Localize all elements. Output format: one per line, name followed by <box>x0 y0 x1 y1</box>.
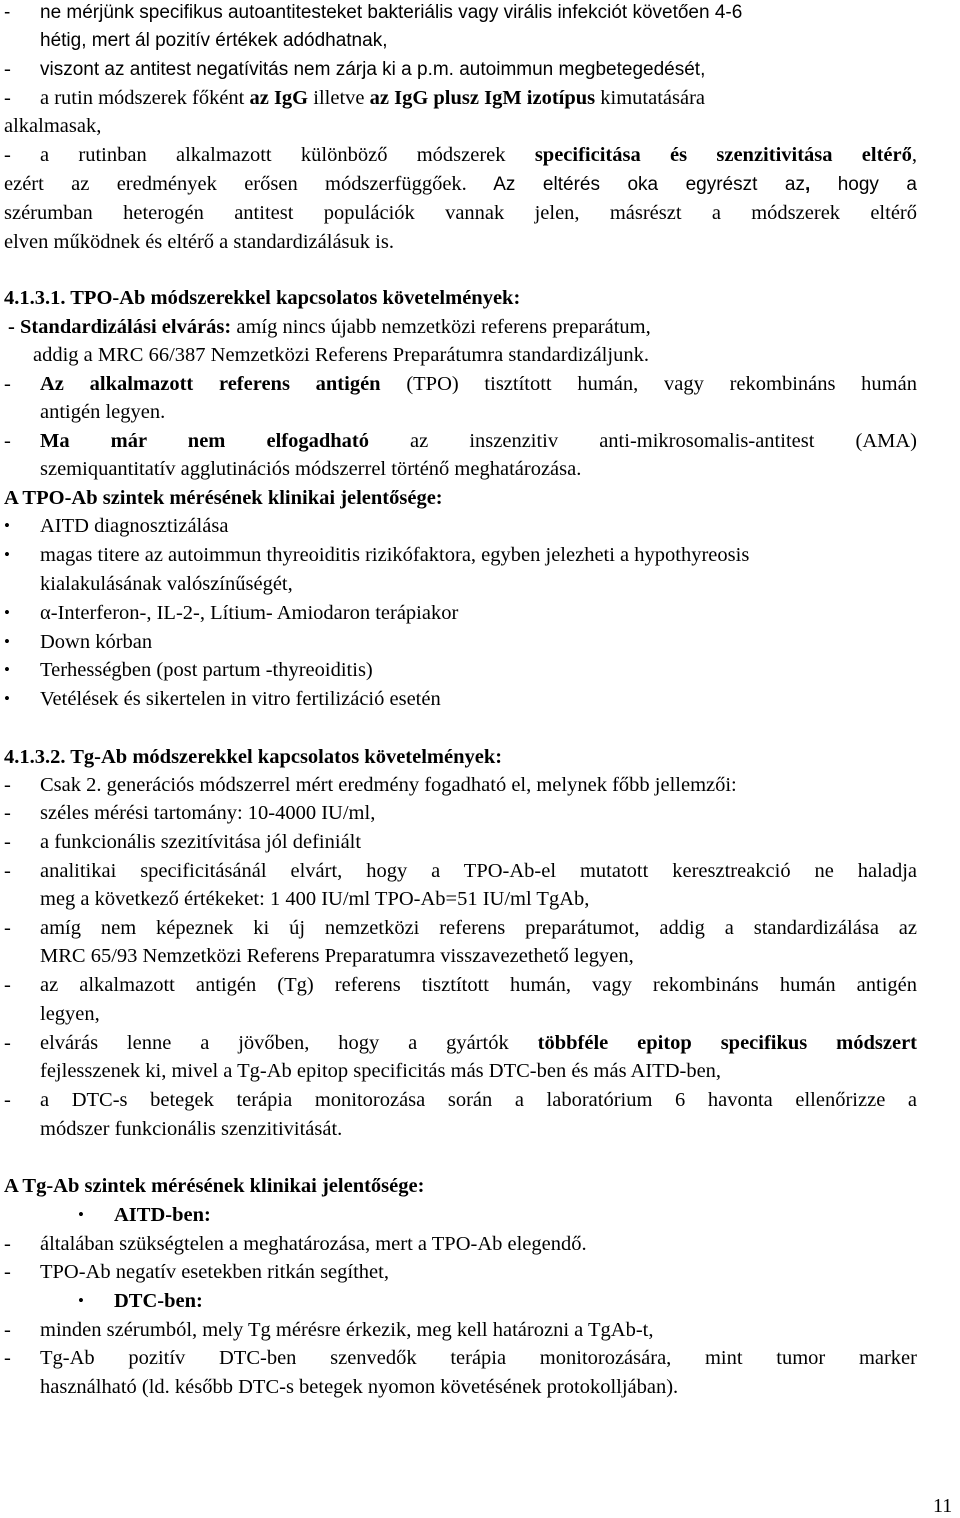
document-page: - ne mérjünk specifikus autoantitesteket bakteriális vagy virális infekciót követően 4-6 hétig, mert ál pozitív értékek adódhatnak, - viszont az antitest negatívitás nem zárja ki a p.m. autoimmun megbetegedését, - a rutin módszerek főként az IgG illetve az IgG plusz IgM izotípus kimutatására alkalmasak, - a rutinban alkalmazott különböző módszerek specificitása és szenzitivitása eltérő, ezért az eredmények erősen módszerfüggőek. Az eltérés oka egyrészt az, hogy a szérumban heterogén antitest populációk vannak jelen, másrészt a módszerek eltérő elven működnek és eltérő a standardizálásuk is. 4.1.3.1. TPO-Ab módszerekkel kapcsolatos követelmények: - Standardizálási elvárás: amíg nincs újabb nemzetközi referens preparátum, addig a MRC 66/387 Nemzetközi Referens Preparátumra standardizáljunk. - Az alkalmazott referens antigén (TPO) tisztított humán, vagy rekombináns humán antigén legyen. - Ma már nem elfogadható az inszenzitiv anti-mikrosomalis-antitest (AMA) szemiquantitatív agglutinációs módszerrel történő meghatározása. A TPO-Ab szintek mérésének klinikai jelentősége: • AITD diagnosztizálása • magas titere az autoimmun thyreoiditis rizikófaktora, egyben jelezheti a hypothyreosis kialakulásának valószínűségét, • α-Interferon-, IL-2-, Lítium- Amiodaron terápiakor • Down kórban • Terhességben (post partum -thyreoiditis) • Vetélések és sikertelen in vitro fertilizáció esetén 4.1.3.2. Tg-Ab módszerekkel kapcsolatos követelmények: - Csak 2. generációs módszerrel mért eredmény fogadható el, melynek főbb jellemzői: - széles mérési tartomány: 10-4000 IU/ml, - a funkcionális szezitívitása jól definiált - analitikai specificitásánál elvárt, hogy a TPO-Ab-el mutatott keresztreakció ne haladja meg a következő értékeket: 1 400 IU/ml TPO-Ab=51 IU/ml TgAb, - amíg nem képeznek ki új nemzetközi referens preparátumot, addig a standardizálása az MRC 65/93 Nemzetközi Referens Preparatumra visszavezethető legyen, - az alkalmazott antigén (Tg) referens tisztított humán, vagy rekombináns humán antigén legyen, - elvárás lenne a jövőben, hogy a gyártók többféle epitop specifikus módszert fejlesszenek ki, mivel a Tg-Ab epitop specificitás más DTC-ben és más AITD-ben, - a DTC-s betegek terápia monitorozása során a laboratórium 6 havonta ellenőrizze a módszer funkcionális szenzitivitását. A Tg-Ab szintek mérésének klinikai jelentősége: • AITD-ben: - általában szükségtelen a meghatározása, mert a TPO-Ab elegendő. - TPO-Ab negatív esetekben ritkán segíthet, • DTC-ben: - minden szérumból, mely Tg mérésre érkezik, meg kell határozni a TgAb-t, - Tg-Ab pozitív DTC-ben szenvedők terápia monitorozására, mint tumor marker használható (ld. később DTC-s betegek nyomon követésének protokolljában). 11 <box>4 2 953 1517</box>
page-number: 11 <box>933 1495 953 1517</box>
